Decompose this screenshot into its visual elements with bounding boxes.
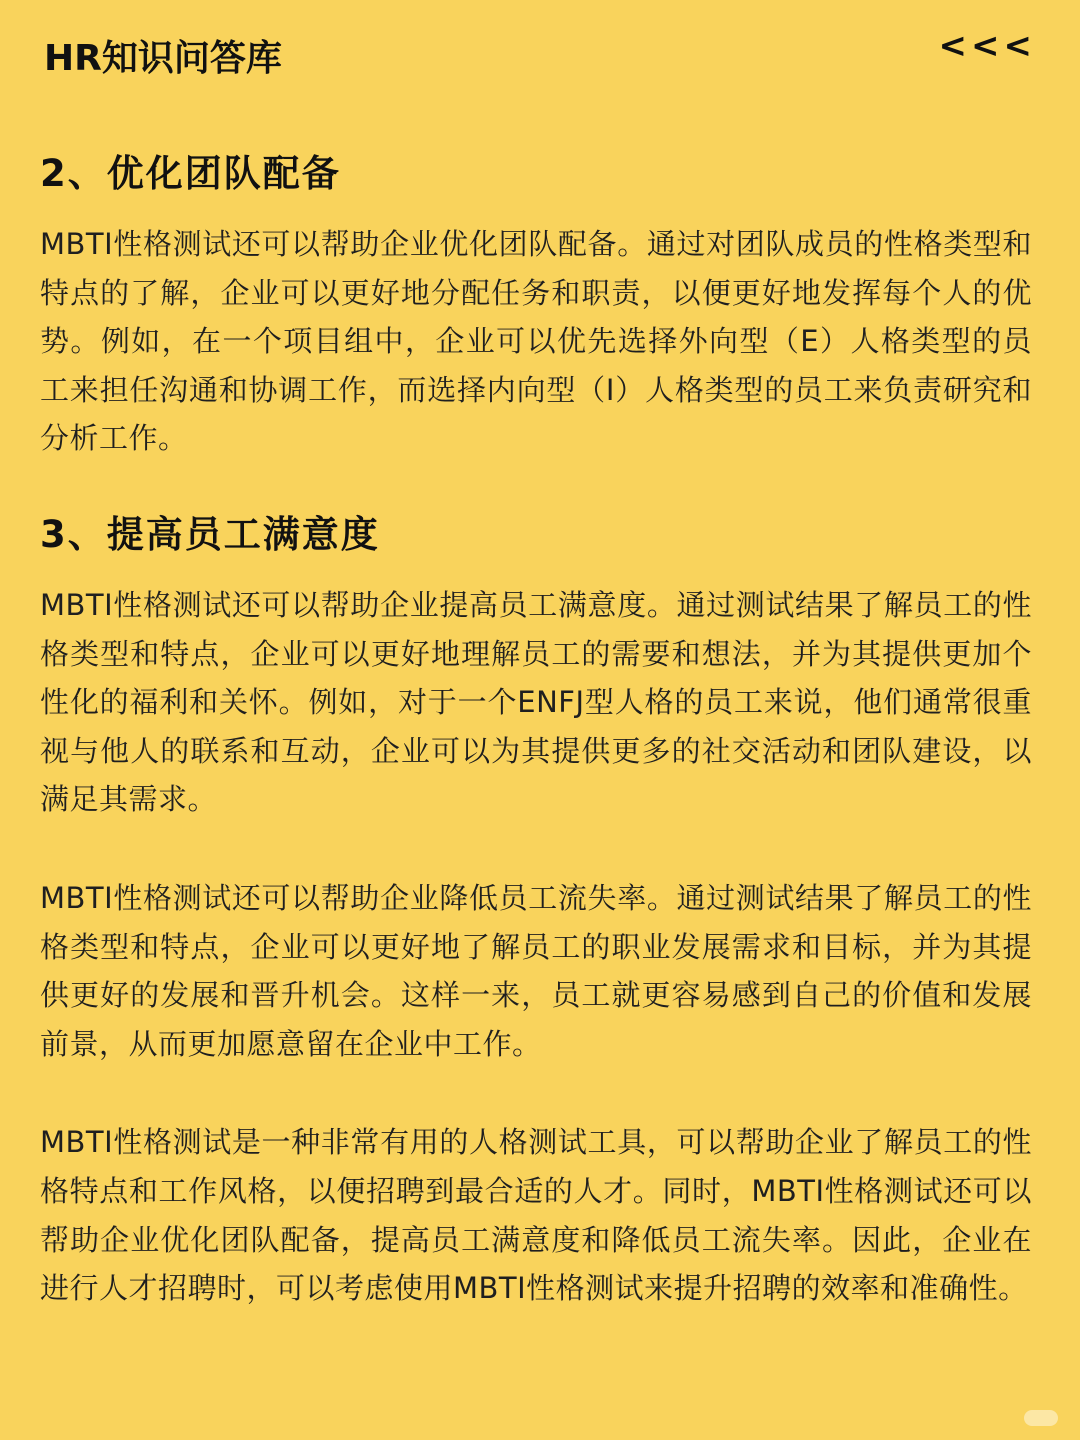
spacer	[40, 1068, 1032, 1118]
section-title-team: 2、优化团队配备	[40, 152, 341, 195]
paragraph-turnover: MBTI性格测试还可以帮助企业降低员工流失率。通过测试结果了解员工的性格类型和特点，企业可以更好地了解员工的职业发展需求和目标，并为其提供更好的发展和晋升机会。这样一来，员工就更容易感到自己的价值和发展前景，从而更加愿意留在企业中工作。	[40, 880, 1032, 1061]
section-paragraph-team: MBTI性格测试还可以帮助企业优化团队配备。通过对团队成员的性格类型和特点的了解，企业可以更好地分配任务和职责，以便更好地发挥每个人的优势。例如，在一个项目组中，企业可以优先选择外向型（E）人格类型的员工来担任沟通和协调工作，而选择内向型（I）人格类型的员工来负责研究和分析工作。	[40, 227, 1032, 456]
article-body	[40, 148, 1032, 1313]
paragraph-summary: MBTI性格测试是一种非常有用的人格测试工具，可以帮助企业了解员工的性格特点和工作风格，以便招聘到最合适的人才。同时，MBTI性格测试还可以帮助企业优化团队配备，提高员工满意度和降低员工流失率。因此，企业在进行人才招聘时，可以考虑使用MBTI性格测试来提升招聘的效率和准确性。	[40, 1125, 1032, 1306]
section-title-satisfaction: 3、提高员工满意度	[40, 512, 380, 556]
spacer	[40, 824, 1032, 874]
section-paragraph-satisfaction: MBTI性格测试还可以帮助企业提高员工满意度。通过测试结果了解员工的性格类型和特点，企业可以更好地理解员工的需要和想法，并为其提供更加个性化的福利和关怀。例如，对于一个ENFJ型人格的员工来说，他们通常很重视与他人的联系和互动，企业可以为其提供更多的社交活动和团队建设，以满足其需求。	[40, 587, 1032, 817]
nav-arrows-icon: <<<	[938, 26, 1036, 66]
watermark-badge	[1024, 1410, 1058, 1426]
page-title: HR知识问答库	[44, 38, 282, 79]
spacer	[40, 463, 1032, 509]
